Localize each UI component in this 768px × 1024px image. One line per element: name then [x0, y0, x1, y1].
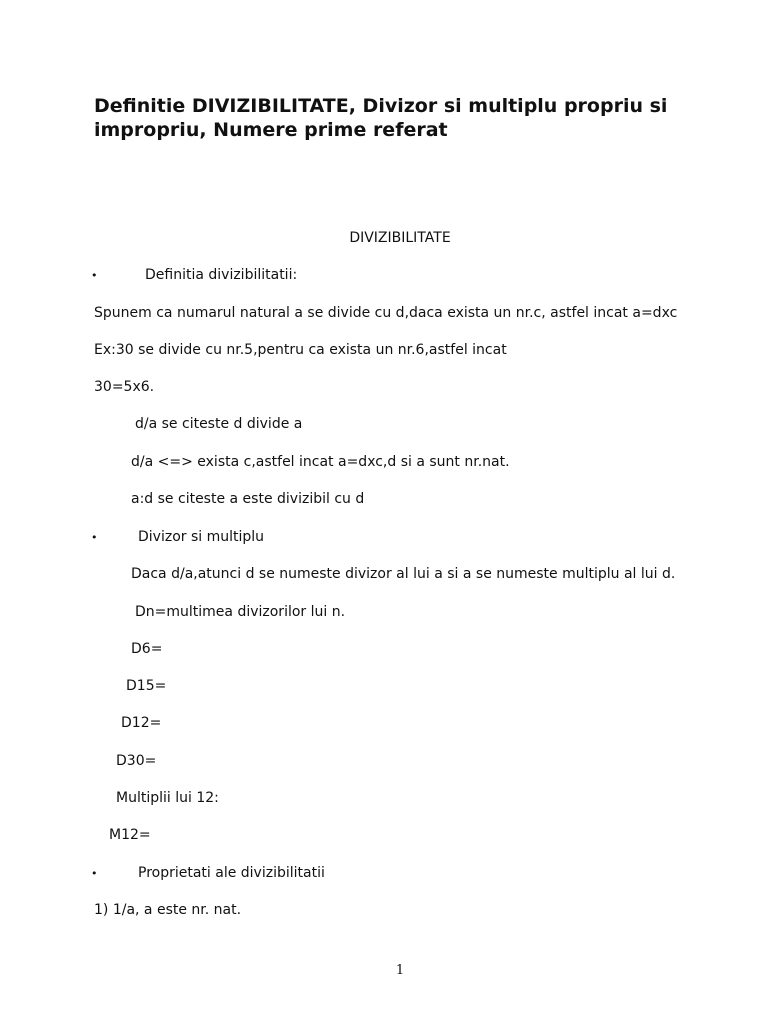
- notation-equivalence: d/a <=> exista c,astfel incat a=dxc,d si a sunt nr.nat.: [131, 454, 510, 470]
- example-line-2: 30=5x6.: [94, 379, 155, 395]
- property-1: 1) 1/a, a este nr. nat.: [94, 902, 242, 918]
- bullet-icon: •: [91, 531, 98, 544]
- set-d15: D15=: [126, 678, 167, 694]
- document-title: Definitie DIVIZIBILITATE, Divizor si multiplu propriu si impropriu, Numere prime referat: [94, 95, 668, 141]
- set-d30: D30=: [116, 753, 157, 769]
- example-line-1: Ex:30 se divide cu nr.5,pentru ca exista un nr.6,astfel incat: [94, 342, 507, 358]
- bullet-icon: •: [91, 867, 98, 880]
- bullet-icon: •: [91, 269, 98, 282]
- set-d6: D6=: [131, 641, 163, 657]
- set-m12: M12=: [109, 827, 151, 843]
- notation-divide: d/a se citeste d divide a: [135, 416, 303, 432]
- divizor-definition: Daca d/a,atunci d se numeste divizor al lui a si a se numeste multiplu al lui d.: [131, 566, 676, 582]
- definition-text: Spunem ca numarul natural a se divide cu d,daca exista un nr.c, astfel incat a=dxc: [94, 305, 678, 321]
- section-heading: DIVIZIBILITATE: [349, 230, 451, 246]
- page-number: 1: [395, 963, 405, 978]
- dn-definition: Dn=multimea divizorilor lui n.: [135, 604, 346, 620]
- bullet-label-definitia: Definitia divizibilitatii:: [145, 267, 298, 283]
- multiplii-label: Multiplii lui 12:: [116, 790, 219, 806]
- bullet-label-proprietati: Proprietati ale divizibilitatii: [138, 865, 325, 881]
- notation-divisible: a:d se citeste a este divizibil cu d: [131, 491, 365, 507]
- bullet-label-divizor: Divizor si multiplu: [138, 529, 265, 545]
- set-d12: D12=: [121, 715, 162, 731]
